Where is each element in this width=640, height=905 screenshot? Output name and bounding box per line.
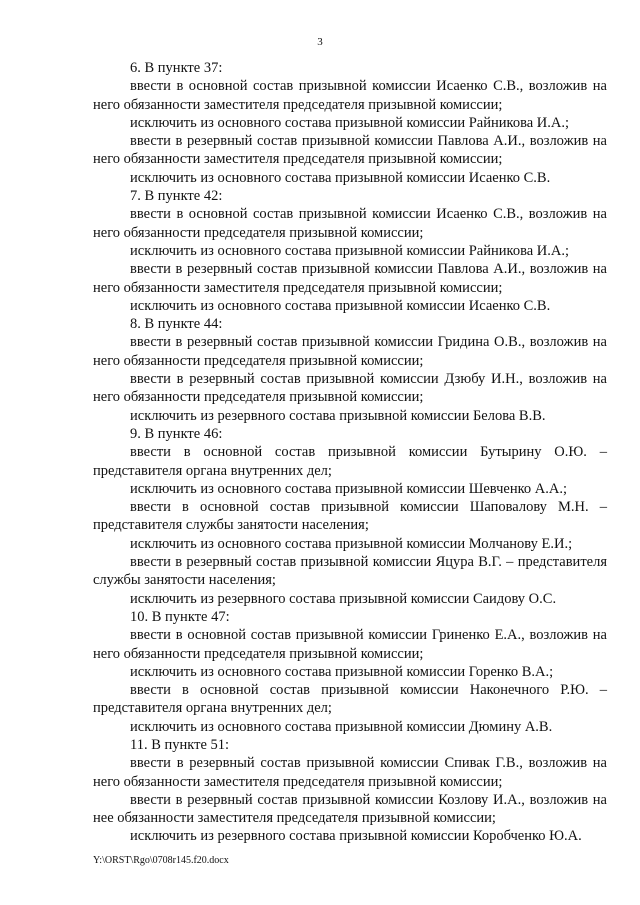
paragraph: ввести в резервный состав призывной комиссии Павлова А.И., возложив на него обязанности заместителя председателя призывной комиссии; [93, 133, 607, 168]
paragraph: ввести в резервный состав призывной комиссии Гридина О.В., возложив на него обязанности председателя призывной комиссии; [93, 334, 607, 369]
paragraph: исключить из основного состава призывной комиссии Райникова И.А.; [130, 114, 570, 131]
paragraph: ввести в основной состав призывной комиссии Исаенко С.В., возложив на него обязанности председателя призывной комиссии; [93, 206, 607, 241]
section-heading: 6. В пункте 37: [130, 60, 223, 76]
section-heading: 11. В пункте 51: [130, 736, 230, 753]
file-path-footer: Y:\ORST\Rgo\0708r145.f20.docx [93, 855, 229, 866]
paragraph: ввести в основной состав призывной комиссии Гриненко Е.А., возложив на него обязанности председателя призывной комиссии; [93, 627, 607, 662]
section-heading: 7. В пункте 42: [130, 188, 223, 205]
paragraph: исключить из основного состава призывной комиссии Молчанову Е.И.; [130, 535, 573, 552]
paragraph: ввести в резервный состав призывной комиссии Павлова А.И., возложив на него обязанности заместителя председателя призывной комиссии; [93, 261, 607, 296]
paragraph: ввести в основной состав призывной комиссии Бутырину О.Ю. – представителя органа внутренних дел; [93, 444, 607, 479]
paragraph: исключить из основного состава призывной комиссии Исаенко С.В. [130, 297, 551, 314]
paragraph: исключить из основного состава призывной комиссии Исаенко С.В. [130, 169, 551, 186]
paragraph: исключить из резервного состава призывной комиссии Саидову О.С. [130, 590, 557, 607]
paragraph: исключить из резервного состава призывной комиссии Коробченко Ю.А. [130, 828, 582, 845]
paragraph: исключить из резервного состава призывной комиссии Белова В.В. [130, 407, 546, 424]
paragraph: ввести в резервный состав призывной комиссии Дзюбу И.Н., возложив на него обязанности председателя призывной комиссии; [93, 371, 607, 406]
paragraph: ввести в резервный состав призывной комиссии Спивак Г.В., возложив на него обязанности заместителя председателя призывной комиссии; [93, 755, 607, 790]
paragraph: исключить из основного состава призывной комиссии Шевченко А.А.; [130, 480, 567, 497]
page-number: 3 [317, 36, 323, 48]
paragraph: исключить из основного состава призывной комиссии Дюмину А.В. [130, 718, 553, 735]
paragraph: ввести в резервный состав призывной комиссии Яцура В.Г. – представителя службы занятости населения; [93, 554, 607, 589]
section-heading: 8. В пункте 44: [130, 316, 223, 333]
paragraph: ввести в основной состав призывной комиссии Исаенко С.В., возложив на него обязанности заместителя председателя призывной комиссии; [93, 78, 607, 113]
paragraph: исключить из основного состава призывной комиссии Горенко В.А.; [130, 663, 554, 680]
document-body [93, 59, 607, 846]
section-heading: 9. В пункте 46: [130, 425, 223, 442]
section-heading: 10. В пункте 47: [130, 608, 230, 625]
paragraph: ввести в основной состав призывной комиссии Наконечного Р.Ю. – представителя органа внутренних дел; [93, 682, 607, 717]
paragraph: исключить из основного состава призывной комиссии Райникова И.А.; [130, 242, 570, 259]
paragraph: ввести в основной состав призывной комиссии Шаповалову М.Н. – представителя службы занятости населения; [93, 499, 607, 534]
paragraph: ввести в резервный состав призывной комиссии Козлову И.А., возложив на нее обязанности заместителя председателя призывной комиссии; [93, 791, 607, 827]
